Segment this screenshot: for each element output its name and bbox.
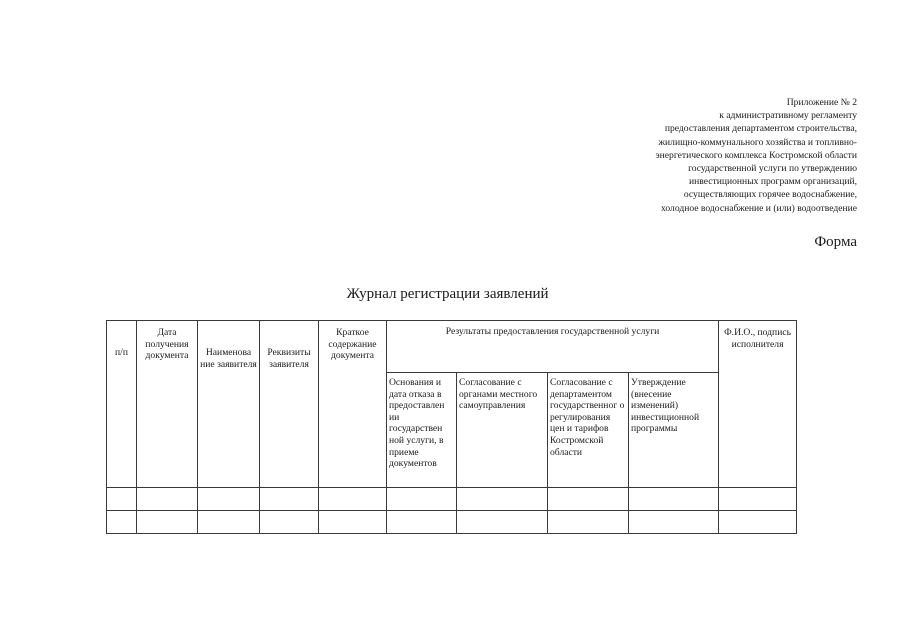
table-cell [719,511,797,534]
table-row [107,511,797,534]
table-cell [107,511,137,534]
appendix-line: энергетического комплекса Костромской области [655,149,857,161]
table-cell [387,488,457,511]
appendix-line: жилищно-коммунального хозяйства и топливно- [658,136,857,148]
header-executor: Ф.И.О., подпись исполнителя [719,321,797,488]
header-applicant-name: Наименова ние заявителя [198,321,260,488]
table-cell [319,511,387,534]
appendix-line: осуществляющих горячее водоснабжение, [683,189,857,201]
registration-journal-table [106,320,797,534]
appendix-line: предоставления департаментом строительства, [664,123,857,135]
table-cell [198,511,260,534]
table-cell [107,488,137,511]
table-cell [319,488,387,511]
table-cell [198,488,260,511]
appendix-line: государственной услуги по утверждению [688,163,857,175]
table-cell [260,488,319,511]
header-summary: Краткое содержание документа [319,321,387,488]
appendix-line: Приложение № 2 [786,97,857,108]
table-cell [387,511,457,534]
table-cell [629,511,719,534]
appendix-line: холодное водоснабжение и (или) водоотведение [660,202,857,214]
appendix-line: к административному регламенту [719,110,857,122]
table-cell [548,511,629,534]
table-cell [457,511,548,534]
table-row [107,488,797,511]
appendix-block [557,96,857,215]
table-cell [629,488,719,511]
header-results: Результаты предоставления государственной услуги [387,321,719,373]
form-label: Форма [814,234,857,250]
header-num: п/п [107,321,137,488]
table-cell [548,488,629,511]
table-cell [457,488,548,511]
header-applicant-requisites: Реквизиты заявителя [260,321,319,488]
subheader-local-approval: Согласование с органами местного самоуправления [457,373,548,488]
table-cell [137,511,198,534]
table-cell [260,511,319,534]
header-date: Дата получения документа [137,321,198,488]
header-row [107,321,797,373]
appendix-line: инвестиционных программ организаций, [689,176,857,188]
table-cell [137,488,198,511]
table-cell [719,488,797,511]
subheader-tariff-approval: Согласование с департаментом государственног о регулирования цен и тарифов Костромской области [548,373,629,488]
document-title: Журнал регистрации заявлений [346,286,549,302]
subheader-refusal: Основания и дата отказа в предоставлен ии государствен ной услуги, в приеме документов [387,373,457,488]
subheader-program-approval: Утверждение (внесение изменений) инвестиционной программы [629,373,719,488]
